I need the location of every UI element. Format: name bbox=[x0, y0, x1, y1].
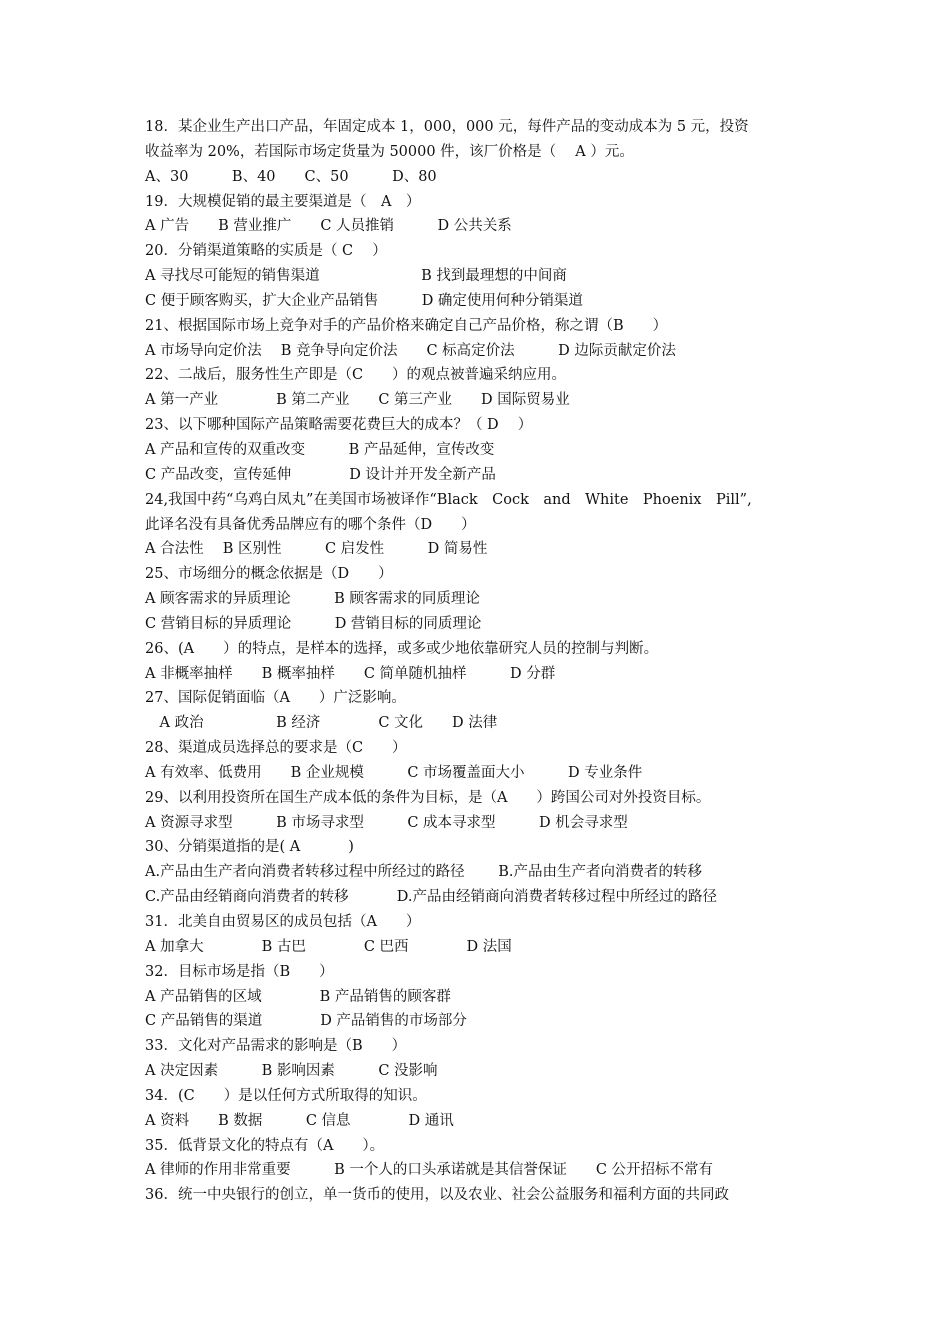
text-line: 26、(A ）的特点，是样本的选择，或多或少地依靠研究人员的控制与判断。 bbox=[145, 640, 659, 657]
text-line: A 有效率、低费用 B 企业规模 C 市场覆盖面大小 D 专业条件 bbox=[145, 764, 643, 781]
text-line: A 市场导向定价法 B 竞争导向定价法 C 标高定价法 D 边际贡献定价法 bbox=[145, 342, 676, 359]
text-line: A 决定因素 B 影响因素 C 没影响 bbox=[145, 1063, 438, 1080]
text-line: A 产品和宣传的双重改变 B 产品延伸，宣传改变 bbox=[145, 441, 495, 458]
text-line: A 资源寻求型 B 市场寻求型 C 成本寻求型 D 机会寻求型 bbox=[145, 814, 628, 831]
text-line: 18．某企业生产出口产品，年固定成本 1，000，000 元，每件产品的变动成本为 5 元，投资 bbox=[145, 119, 749, 135]
text-line: C 营销目标的异质理论 D 营销目标的同质理论 bbox=[145, 615, 482, 632]
text-line: A.产品由生产者向消费者转移过程中所经过的路径 B.产品由生产者向消费者的转移 bbox=[145, 864, 702, 881]
text-line: 27、国际促销面临（A ）广泛影响。 bbox=[145, 690, 406, 707]
text-line: C 产品销售的渠道 D 产品销售的市场部分 bbox=[145, 1013, 467, 1030]
text-line: A 资料 B 数据 C 信息 D 通讯 bbox=[145, 1112, 454, 1129]
text-line: 33．文化对产品需求的影响是（B ） bbox=[145, 1038, 407, 1055]
text-line: A 非概率抽样 B 概率抽样 C 简单随机抽样 D 分群 bbox=[145, 665, 556, 682]
text-line: 20．分销渠道策略的实质是（ C ） bbox=[145, 243, 387, 260]
text-line: 35．低背景文化的特点有（A ）。 bbox=[145, 1137, 385, 1154]
text-line: 28、渠道成员选择总的要求是（C ） bbox=[145, 740, 407, 757]
text-line: A 政治 B 经济 C 文化 D 法律 bbox=[145, 715, 498, 732]
text-line: 19．大规模促销的最主要渠道是（ A ） bbox=[145, 193, 421, 210]
text-line: A 加拿大 B 古巴 C 巴西 D 法国 bbox=[145, 938, 512, 955]
question-list bbox=[145, 115, 825, 1208]
text-line: 此译名没有具备优秀品牌应有的哪个条件（D ） bbox=[145, 516, 476, 533]
text-line: 36．统一中央银行的创立，单一货币的使用，以及农业、社会公益服务和福利方面的共同政 bbox=[145, 1187, 729, 1204]
text-line: 23、以下哪种国际产品策略需要花费巨大的成本？（ D ） bbox=[145, 417, 533, 434]
text-line: 32．目标市场是指（B ） bbox=[145, 963, 334, 980]
text-line: A 合法性 B 区别性 C 启发性 D 简易性 bbox=[145, 541, 488, 558]
text-line: 31．北美自由贸易区的成员包括（A ） bbox=[145, 914, 421, 930]
text-line: 29、以利用投资所在国生产成本低的条件为目标，是（A ）跨国公司对外投资目标。 bbox=[145, 789, 711, 806]
text-line: A、30 B、40 C、50 D、80 bbox=[145, 168, 437, 185]
text-line: A 产品销售的区域 B 产品销售的顾客群 bbox=[145, 988, 451, 1005]
text-line: 24,我国中药“乌鸡白凤丸”在美国市场被译作“Black Cock and White Phoenix Pill”, bbox=[145, 491, 752, 508]
text-line: A 顾客需求的异质理论 B 顾客需求的同质理论 bbox=[145, 591, 480, 608]
text-line: 21、根据国际市场上竞争对手的产品价格来确定自己产品价格，称之谓（B ） bbox=[145, 317, 668, 334]
text-line: C.产品由经销商向消费者的转移 D.产品由经销商向消费者转移过程中所经过的路径 bbox=[145, 889, 718, 906]
text-line: 30、分销渠道指的是( A ) bbox=[145, 839, 354, 856]
text-line: 25、市场细分的概念依据是（D ） bbox=[145, 566, 393, 583]
text-line: A 广告 B 营业推广 C 人员推销 D 公共关系 bbox=[145, 218, 512, 235]
text-line: A 律师的作用非常重要 B 一个人的口头承诺就是其信誉保证 C 公开招标不常有 bbox=[145, 1162, 714, 1179]
text-line: A 第一产业 B 第二产业 C 第三产业 D 国际贸易业 bbox=[145, 392, 570, 409]
text-line: C 便于顾客购买，扩大企业产品销售 D 确定使用何种分销渠道 bbox=[145, 292, 583, 309]
text-line: C 产品改变，宣传延伸 D 设计并开发全新产品 bbox=[145, 466, 496, 483]
text-line: A 寻找尽可能短的销售渠道 B 找到最理想的中间商 bbox=[145, 268, 567, 285]
text-line: 22、二战后，服务性生产即是（C ）的观点被普遍采纳应用。 bbox=[145, 367, 567, 384]
text-line: 收益率为 20%，若国际市场定货量为 50000 件，该厂价格是（ A ）元。 bbox=[145, 143, 634, 160]
text-line: 34．(C ）是以任何方式所取得的知识。 bbox=[145, 1087, 427, 1104]
